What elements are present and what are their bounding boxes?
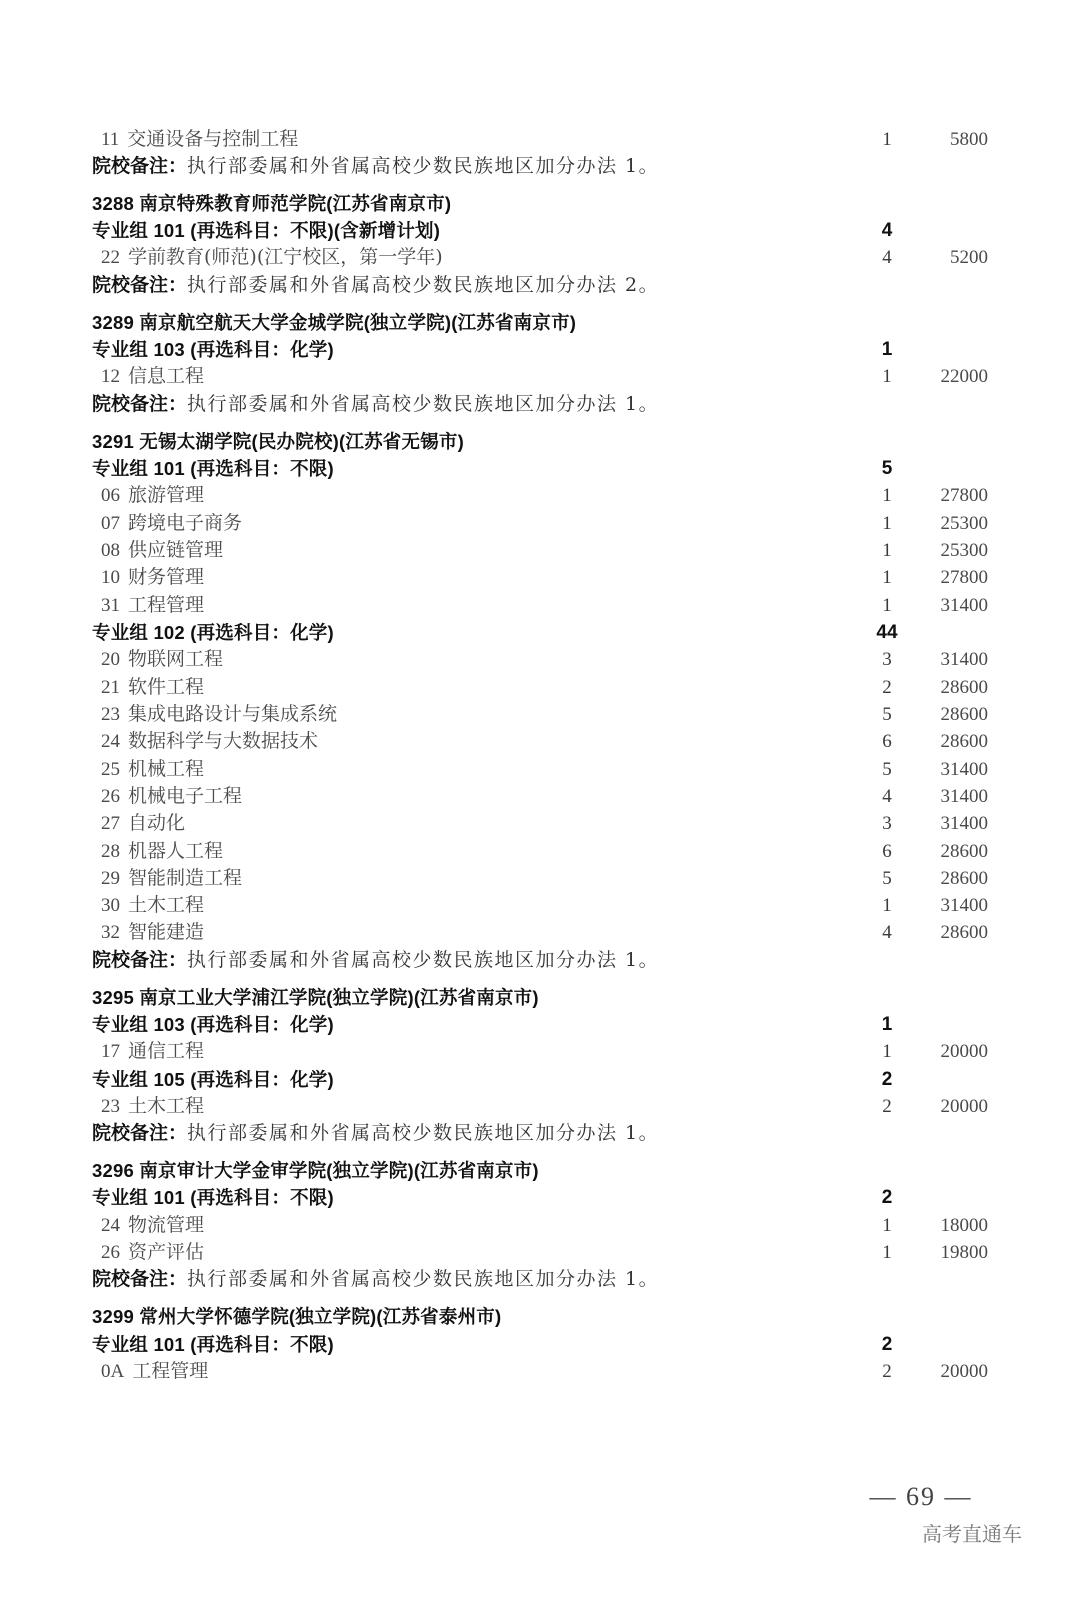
school-note <box>0 947 1080 974</box>
tuition-fee: 18000 <box>940 1215 988 1236</box>
major-name: 土木工程 <box>128 894 205 916</box>
major-plan-count: 5 <box>882 868 892 889</box>
major-row <box>0 1358 1080 1385</box>
major-plan-count: 2 <box>882 1361 892 1382</box>
major-plan-count: 4 <box>882 922 892 943</box>
note-text: 执行部委属和外省属高校少数民族地区加分办法 2。 <box>187 274 660 296</box>
note-label: 院校备注： <box>92 156 188 177</box>
school-note <box>0 1266 1080 1293</box>
major-name: 跨境电子商务 <box>128 512 243 534</box>
tuition-fee: 20000 <box>940 1361 988 1382</box>
major-code: 24 <box>101 1215 120 1236</box>
major-code: 17 <box>101 1041 120 1062</box>
school-header <box>0 1157 1080 1184</box>
major-group-row <box>0 455 1080 482</box>
major-code: 25 <box>101 759 120 780</box>
major-row <box>0 728 1080 755</box>
tuition-fee: 5200 <box>950 247 988 268</box>
major-name: 土木工程 <box>128 1095 205 1117</box>
major-code: 12 <box>101 366 120 387</box>
group-title: 专业组 101 (再选科目：不限) <box>92 1187 334 1208</box>
major-plan-count: 2 <box>882 1096 892 1117</box>
group-title: 专业组 105 (再选科目：化学) <box>92 1069 334 1090</box>
school-header <box>0 428 1080 455</box>
major-row <box>0 1239 1080 1266</box>
tuition-fee: 31400 <box>940 895 988 916</box>
major-plan-count: 1 <box>882 485 892 506</box>
major-code: 23 <box>101 1096 120 1117</box>
major-plan-count: 1 <box>882 895 892 916</box>
major-plan-count: 1 <box>882 366 892 387</box>
major-row <box>0 363 1080 390</box>
tuition-fee: 31400 <box>940 786 988 807</box>
group-title: 专业组 103 (再选科目：化学) <box>92 1014 334 1035</box>
school-header <box>0 984 1080 1011</box>
major-code: 28 <box>101 841 120 862</box>
school-header <box>0 190 1080 217</box>
major-group-row <box>0 1331 1080 1358</box>
major-code: 07 <box>101 513 120 534</box>
major-row <box>0 537 1080 564</box>
major-name: 机械电子工程 <box>128 785 243 807</box>
note-label: 院校备注： <box>92 1269 188 1290</box>
major-row <box>0 482 1080 509</box>
major-name: 交通设备与控制工程 <box>127 128 299 150</box>
major-code: 10 <box>101 567 120 588</box>
major-group-row <box>0 1066 1080 1093</box>
major-plan-count: 1 <box>882 567 892 588</box>
group-plan-count: 1 <box>881 1014 893 1035</box>
group-title: 专业组 103 (再选科目：化学) <box>92 339 334 360</box>
major-row <box>0 810 1080 837</box>
major-plan-count: 6 <box>882 731 892 752</box>
major-name: 工程管理 <box>128 594 205 616</box>
major-code: 31 <box>101 595 120 616</box>
school-name: 3295 南京工业大学浦江学院(独立学院)(江苏省南京市) <box>92 987 539 1008</box>
group-plan-count: 44 <box>876 622 898 643</box>
major-code: 30 <box>101 895 120 916</box>
tuition-fee: 25300 <box>940 540 988 561</box>
group-plan-count: 1 <box>881 339 893 360</box>
tuition-fee: 25300 <box>940 513 988 534</box>
tuition-fee: 20000 <box>940 1041 988 1062</box>
page-number: — 69 — <box>869 1482 973 1511</box>
major-code: 0A <box>101 1361 125 1382</box>
group-plan-count: 5 <box>881 458 893 479</box>
note-text: 执行部委属和外省属高校少数民族地区加分办法 1。 <box>187 1268 660 1290</box>
major-name: 机器人工程 <box>128 840 224 862</box>
group-plan-count: 2 <box>881 1187 893 1208</box>
major-row <box>0 126 1080 153</box>
major-code: 21 <box>101 677 120 698</box>
major-name: 资产评估 <box>128 1241 205 1263</box>
major-group-row <box>0 336 1080 363</box>
major-code: 22 <box>101 247 120 268</box>
major-row <box>0 1093 1080 1120</box>
major-plan-count: 3 <box>882 813 892 834</box>
tuition-fee: 28600 <box>940 922 988 943</box>
major-row <box>0 919 1080 946</box>
note-label: 院校备注： <box>92 1123 188 1144</box>
major-row <box>0 510 1080 537</box>
school-name: 3289 南京航空航天大学金城学院(独立学院)(江苏省南京市) <box>92 312 577 333</box>
major-row <box>0 674 1080 701</box>
major-row <box>0 892 1080 919</box>
major-plan-count: 3 <box>882 649 892 670</box>
major-name: 机械工程 <box>128 758 205 780</box>
tuition-fee: 28600 <box>940 731 988 752</box>
major-plan-count: 1 <box>882 1242 892 1263</box>
major-name: 物流管理 <box>128 1214 205 1236</box>
tuition-fee: 31400 <box>940 595 988 616</box>
major-plan-count: 1 <box>882 1215 892 1236</box>
major-name: 供应链管理 <box>128 539 224 561</box>
major-name: 智能建造 <box>128 921 205 943</box>
major-row <box>0 701 1080 728</box>
tuition-fee: 28600 <box>940 704 988 725</box>
major-code: 11 <box>101 129 120 150</box>
major-group-row <box>0 619 1080 646</box>
school-note <box>0 391 1080 418</box>
major-name: 集成电路设计与集成系统 <box>128 703 338 725</box>
major-name: 数据科学与大数据技术 <box>128 730 319 752</box>
note-label: 院校备注： <box>92 275 188 296</box>
major-name: 物联网工程 <box>128 648 224 670</box>
school-note <box>0 1120 1080 1147</box>
major-name: 自动化 <box>128 812 186 834</box>
major-plan-count: 2 <box>882 677 892 698</box>
major-code: 26 <box>101 1242 120 1263</box>
school-note <box>0 153 1080 180</box>
major-row <box>0 838 1080 865</box>
note-text: 执行部委属和外省属高校少数民族地区加分办法 1。 <box>187 1122 660 1144</box>
major-plan-count: 5 <box>882 759 892 780</box>
watermark: 高考直通车 <box>922 1522 1022 1546</box>
tuition-fee: 5800 <box>950 129 988 150</box>
major-row <box>0 592 1080 619</box>
major-code: 24 <box>101 731 120 752</box>
major-code: 20 <box>101 649 120 670</box>
major-plan-count: 1 <box>882 595 892 616</box>
major-name: 智能制造工程 <box>128 867 243 889</box>
major-row <box>0 244 1080 271</box>
tuition-fee: 27800 <box>940 485 988 506</box>
note-text: 执行部委属和外省属高校少数民族地区加分办法 1。 <box>187 155 660 177</box>
major-code: 08 <box>101 540 120 561</box>
note-text: 执行部委属和外省属高校少数民族地区加分办法 1。 <box>187 393 660 415</box>
school-note <box>0 272 1080 299</box>
tuition-fee: 28600 <box>940 841 988 862</box>
school-name: 3299 常州大学怀德学院(独立学院)(江苏省泰州市) <box>92 1306 502 1327</box>
major-code: 32 <box>101 922 120 943</box>
tuition-fee: 31400 <box>940 759 988 780</box>
major-plan-count: 1 <box>882 540 892 561</box>
major-plan-count: 4 <box>882 786 892 807</box>
group-plan-count: 4 <box>881 220 893 241</box>
major-row <box>0 783 1080 810</box>
major-row <box>0 865 1080 892</box>
school-name: 3288 南京特殊教育师范学院(江苏省南京市) <box>92 193 452 214</box>
major-row <box>0 756 1080 783</box>
major-code: 23 <box>101 704 120 725</box>
tuition-fee: 19800 <box>940 1242 988 1263</box>
group-title: 专业组 101 (再选科目：不限) <box>92 1334 334 1355</box>
tuition-fee: 31400 <box>940 649 988 670</box>
major-name: 通信工程 <box>128 1040 205 1062</box>
group-title: 专业组 101 (再选科目：不限) <box>92 458 334 479</box>
major-group-row <box>0 1184 1080 1211</box>
major-name: 学前教育(师范)(江宁校区，第一学年) <box>128 246 443 268</box>
major-row <box>0 1038 1080 1065</box>
tuition-fee: 28600 <box>940 868 988 889</box>
major-plan-count: 6 <box>882 841 892 862</box>
school-name: 3291 无锡太湖学院(民办院校)(江苏省无锡市) <box>92 431 464 452</box>
note-label: 院校备注： <box>92 394 188 415</box>
major-plan-count: 1 <box>882 129 892 150</box>
major-code: 27 <box>101 813 120 834</box>
tuition-fee: 20000 <box>940 1096 988 1117</box>
major-group-row <box>0 1011 1080 1038</box>
school-header <box>0 309 1080 336</box>
major-row <box>0 646 1080 673</box>
group-plan-count: 2 <box>881 1069 893 1090</box>
tuition-fee: 28600 <box>940 677 988 698</box>
tuition-fee: 31400 <box>940 813 988 834</box>
tuition-fee: 22000 <box>940 366 988 387</box>
major-name: 财务管理 <box>128 566 205 588</box>
note-label: 院校备注： <box>92 950 188 971</box>
major-code: 06 <box>101 485 120 506</box>
major-plan-count: 4 <box>882 247 892 268</box>
major-name: 工程管理 <box>132 1360 209 1382</box>
group-title: 专业组 101 (再选科目：不限)(含新增计划) <box>92 220 441 241</box>
school-header <box>0 1303 1080 1330</box>
major-code: 29 <box>101 868 120 889</box>
group-title: 专业组 102 (再选科目：化学) <box>92 622 334 643</box>
group-plan-count: 2 <box>881 1334 893 1355</box>
school-name: 3296 南京审计大学金审学院(独立学院)(江苏省南京市) <box>92 1160 539 1181</box>
note-text: 执行部委属和外省属高校少数民族地区加分办法 1。 <box>187 949 660 971</box>
major-group-row <box>0 217 1080 244</box>
major-code: 26 <box>101 786 120 807</box>
major-plan-count: 1 <box>882 1041 892 1062</box>
major-row <box>0 1212 1080 1239</box>
major-plan-count: 1 <box>882 513 892 534</box>
major-name: 软件工程 <box>128 676 205 698</box>
major-name: 旅游管理 <box>128 484 205 506</box>
major-name: 信息工程 <box>128 365 205 387</box>
tuition-fee: 27800 <box>940 567 988 588</box>
major-plan-count: 5 <box>882 704 892 725</box>
major-row <box>0 564 1080 591</box>
